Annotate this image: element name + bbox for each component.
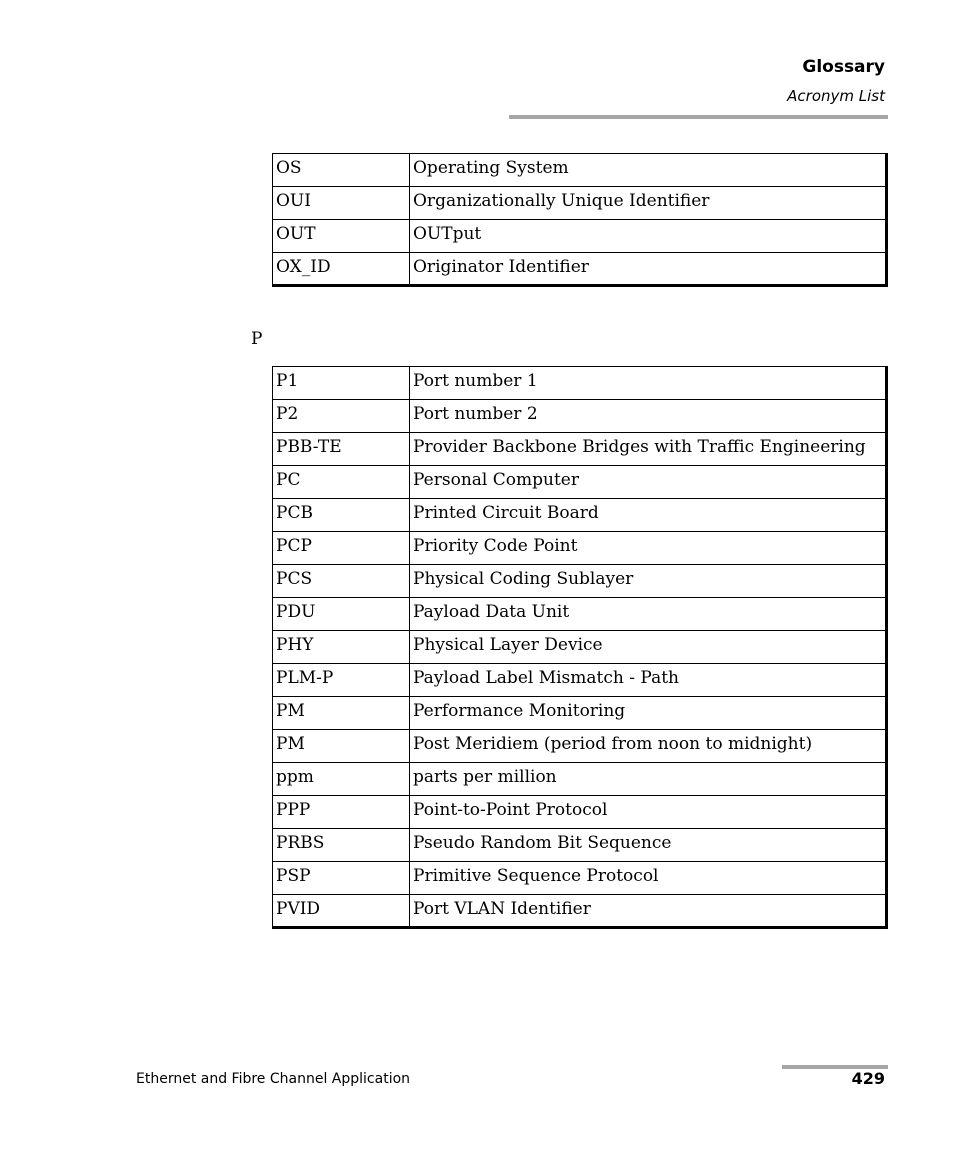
acronym-term: OUI [273,187,410,220]
table-row [273,220,887,253]
table-row [273,664,887,697]
acronym-definition: Personal Computer [410,466,887,499]
acronym-definition: Port number 2 [410,400,887,433]
table-row [273,862,887,895]
table-row [273,895,887,928]
acronym-term: PLM-P [273,664,410,697]
acronym-term: PSP [273,862,410,895]
table-row [273,400,887,433]
acronym-definition: Post Meridiem (period from noon to midnight) [410,730,887,763]
acronym-definition: Payload Label Mismatch - Path [410,664,887,697]
acronym-table-o [272,153,888,287]
acronym-definition: Physical Layer Device [410,631,887,664]
table-row [273,730,887,763]
acronym-term: PDU [273,598,410,631]
table-row [273,565,887,598]
acronym-definition: Pseudo Random Bit Sequence [410,829,887,862]
acronym-term: PCP [273,532,410,565]
table-row [273,763,887,796]
section-letter-heading: P [251,329,263,349]
acronym-definition: Operating System [410,154,887,187]
table-row [273,367,887,400]
acronym-term: P1 [273,367,410,400]
table-row [273,796,887,829]
acronym-definition: OUTput [410,220,887,253]
page-header-subtitle: Acronym List [787,87,885,105]
acronym-definition: Payload Data Unit [410,598,887,631]
acronym-definition: Priority Code Point [410,532,887,565]
table-row [273,532,887,565]
table-row [273,154,887,187]
table-row [273,433,887,466]
acronym-definition: Performance Monitoring [410,697,887,730]
table-row [273,829,887,862]
acronym-definition: Primitive Sequence Protocol [410,862,887,895]
acronym-definition: Physical Coding Sublayer [410,565,887,598]
table-row [273,598,887,631]
table-row [273,187,887,220]
acronym-definition: Port number 1 [410,367,887,400]
acronym-term: PBB-TE [273,433,410,466]
table-row [273,499,887,532]
acronym-table-p [272,366,888,929]
acronym-term: ppm [273,763,410,796]
acronym-term: PM [273,697,410,730]
acronym-term: P2 [273,400,410,433]
table-row [273,253,887,286]
acronym-definition: Originator Identifier [410,253,887,286]
acronym-definition: Provider Backbone Bridges with Traffic Engineering [410,433,887,466]
acronym-term: PHY [273,631,410,664]
table-row [273,631,887,664]
header-rule [509,115,888,119]
acronym-term: PCB [273,499,410,532]
acronym-term: OS [273,154,410,187]
acronym-term: PCS [273,565,410,598]
acronym-term: PVID [273,895,410,928]
acronym-term: PPP [273,796,410,829]
acronym-term: OX_ID [273,253,410,286]
page-header-title: Glossary [802,57,885,77]
table-row [273,466,887,499]
footer-document-title: Ethernet and Fibre Channel Application [136,1071,411,1087]
acronym-term: PC [273,466,410,499]
acronym-definition: Printed Circuit Board [410,499,887,532]
acronym-definition: Organizationally Unique Identifier [410,187,887,220]
acronym-definition: parts per million [410,763,887,796]
page-number: 429 [851,1069,885,1088]
acronym-definition: Port VLAN Identifier [410,895,887,928]
table-row [273,697,887,730]
acronym-definition: Point-to-Point Protocol [410,796,887,829]
acronym-term: PRBS [273,829,410,862]
acronym-term: PM [273,730,410,763]
acronym-term: OUT [273,220,410,253]
